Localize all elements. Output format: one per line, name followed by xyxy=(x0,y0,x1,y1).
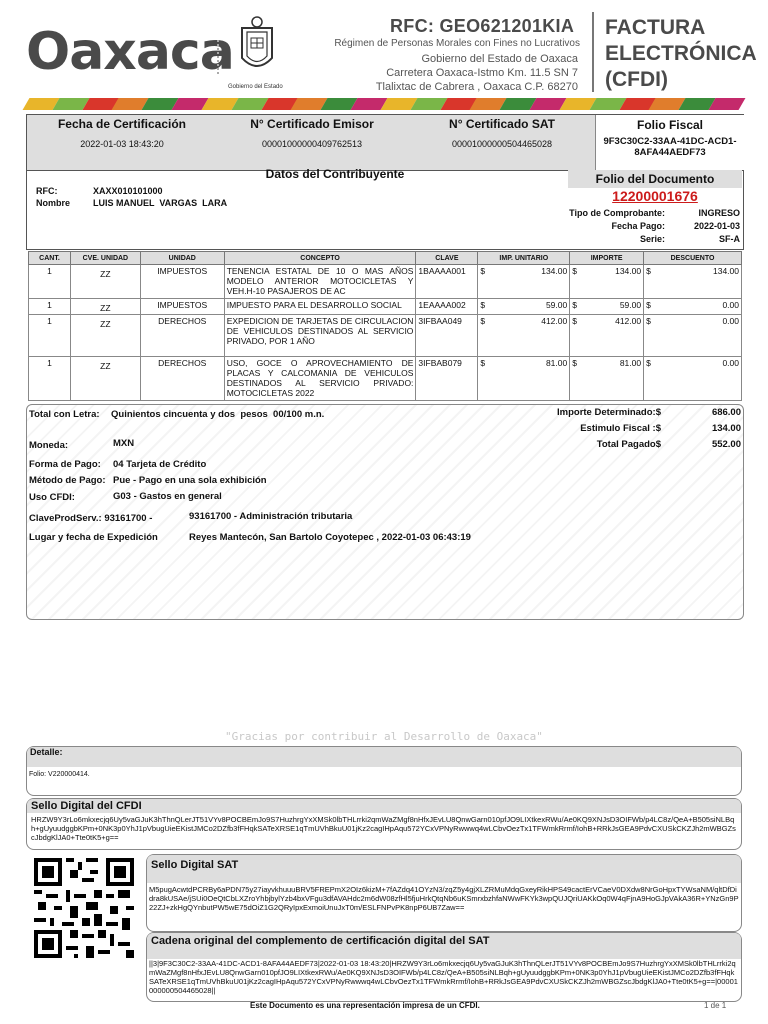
cell-cve: ZZ xyxy=(70,299,140,315)
col-header: IMPORTE xyxy=(570,252,644,265)
certification-box xyxy=(26,114,744,172)
cell-unidad: IMPUESTOS xyxy=(140,265,224,299)
uso-cfdi-label: Uso CFDI: xyxy=(29,492,75,503)
cell-unidad: DERECHOS xyxy=(140,357,224,401)
table-header-row xyxy=(29,252,742,265)
fecha-pago-value: 2022-01-03 xyxy=(693,221,740,231)
fecha-cert-label: Fecha de Certificación xyxy=(57,117,187,131)
metodo-pago-label: Método de Pago: xyxy=(29,475,106,486)
total-letra-value: Quinientos cincuenta y dos pesos 00/100 m.n. xyxy=(111,409,325,420)
cell-cve: ZZ xyxy=(70,315,140,357)
moneda-value: MXN xyxy=(113,438,135,449)
cell-unidad: DERECHOS xyxy=(140,315,224,357)
cell-concepto: EXPEDICION DE TARJETAS DE CIRCULACION DE VEHICULOS DESTINADOS AL SERVICIO PRIVADO, POR 1 AÑO xyxy=(224,315,416,357)
currency-sign: $ xyxy=(572,316,577,326)
value: 0.00 xyxy=(722,300,739,310)
fecha-pago-label: Fecha Pago: xyxy=(611,221,665,231)
thanks-message: "Gracias por contribuir al Desarrollo de Oaxaca" xyxy=(225,730,543,743)
cell-cve: ZZ xyxy=(70,357,140,401)
cadena-title: Cadena original del complemento de certificación digital del SAT xyxy=(147,933,741,959)
currency-sign: $ xyxy=(572,358,577,368)
cell-clave: 1EAAAA002 xyxy=(416,299,478,315)
table-row xyxy=(29,299,742,315)
detalle-title: Detalle: xyxy=(27,747,741,767)
cell-importe xyxy=(570,299,644,315)
cell-cant: 1 xyxy=(29,299,71,315)
cell-cant: 1 xyxy=(29,265,71,299)
currency-sign: $ xyxy=(480,266,486,276)
forma-pago-value: 04 Tarjeta de Crédito xyxy=(113,459,207,470)
folio-documento-value: 12200001676 xyxy=(612,188,698,204)
currency-sign: $ xyxy=(480,358,486,368)
sello-cfdi-panel xyxy=(26,798,742,850)
cell-cant: 1 xyxy=(29,357,71,401)
sello-sat-value: M5pugAcwtdPCRBy6aPDN75y27iayvkhuuuBRV5FREPmX2OIz6kizM+7fAZdq41OYzN3/zqZ5y4gjXLZRMuMdqGxeyRikHPS49cactErVCaeV0DXdw8NrGoHpxTYWsaNM/qltDfDidra8kUSAe/jSUi0OeQtCbLXZroYhbjbylYzb4bxVFgu3dfAVAHdc2m6dW08zfHl5fjuHrkQtqNb6uKSmrxbzhfaNWwFKYk3wpQUJQriUAKkOq0W4qFjnA9HoGJpVAkA36R+YNzGn9P22ZJ+zkHgQYnbutPW5wE75dOiZ1G2QRyIpxExmoiUnuJxT0m/ESLFNPvPK8npP6UB7Zaw== xyxy=(149,885,739,912)
cell-descuento xyxy=(644,265,742,299)
issuer-rfc: RFC: GEO621201KIA xyxy=(390,16,575,36)
address-line: Carretera Oaxaca-Istmo Km. 11.5 SN 7 xyxy=(386,67,578,79)
value: 59.00 xyxy=(545,300,568,310)
cell-cve: ZZ xyxy=(70,265,140,299)
summary-box xyxy=(26,404,744,620)
nombre-label: Nombre xyxy=(36,198,71,208)
total-pagado-value: 552.00 xyxy=(711,439,741,450)
lugar-fecha-value: Reyes Mantecón, San Bartolo Coyotepec , 2022-01-03 06:43:19 xyxy=(189,532,471,543)
logo-divider xyxy=(217,40,221,74)
seal-caption: Gobierno del Estado xyxy=(228,84,283,90)
cert-sat-label: N° Certificado SAT xyxy=(449,117,555,131)
total-letra-label: Total con Letra: xyxy=(29,409,100,420)
value: 134.00 xyxy=(713,266,739,276)
cadena-panel xyxy=(146,932,742,1002)
folio-fiscal-line1: 9F3C30C2-33AA-41DC-ACD1- xyxy=(603,136,737,147)
col-header: UNIDAD xyxy=(140,252,224,265)
cell-unitario xyxy=(478,315,570,357)
folio-fiscal-label: Folio Fiscal xyxy=(636,118,703,132)
fecha-cert-value: 2022-01-03 18:43:20 xyxy=(80,139,164,149)
col-header: CLAVE xyxy=(416,252,478,265)
cert-emisor-label: N° Certificado Emisor xyxy=(250,117,374,131)
serie-value: SF-A xyxy=(719,234,740,244)
col-header: CANT. xyxy=(29,252,71,265)
cell-importe xyxy=(570,357,644,401)
doc-title-line: (CFDI) xyxy=(605,68,668,91)
metodo-pago-value: Pue - Pago en una sola exhibición xyxy=(113,475,267,486)
cell-descuento xyxy=(644,357,742,401)
cadena-value: ||3|9F3C30C2-33AA-41DC-ACD1-8AFA44AEDF73|2022-01-03 18:43:20|HRZW9Y3rLo6mkxecjq6Uy5vaGJuK3hThnQLerJT51VYv8POCBEmJo9S7HuzhrgYxXMSk0lbTHLrrki2qmWaZMgf8nHfxJEvLU8QnwGarn010pfJO9LIXtkexRWu/Ae0KQ9XNJsD3OIFWb/p4LC8z/QeA+B505siNLBqh+gUyuudggbKPm+0NK3p0YhJ1pVbugUieEKistJMCo2DZfb3fFHqkSATeXRSE1qTmUVhBkuU01jKz2cagIHpAqu572YCxVPNyRwwwq4wLCbvOezTx1TFWmkRrmf/IohB+RRkJsGEA9PdvCXUSkCKZJh2mWBGZscJbdgKlJA0+Tte0tK5+g==|00001000000504465028|| xyxy=(149,959,738,995)
contributor-title: Datos del Contribuyente xyxy=(265,167,405,181)
tipo-comprobante-value: INGRESO xyxy=(698,208,740,218)
cell-concepto: IMPUESTO PARA EL DESARROLLO SOCIAL xyxy=(224,299,416,315)
cell-cant: 1 xyxy=(29,315,71,357)
importe-determinado-label: Importe Determinado:$ xyxy=(557,407,661,418)
value: 0.00 xyxy=(722,358,739,368)
oaxaca-logo: Oaxaca xyxy=(26,22,234,82)
detalle-text: Folio: V220000414. xyxy=(29,771,90,778)
stripe-segment xyxy=(709,98,746,110)
page-number: 1 de 1 xyxy=(704,1001,727,1010)
table-row xyxy=(29,315,742,357)
sello-sat-title: Sello Digital SAT xyxy=(147,855,741,883)
cert-emisor-value: 00001000000409762513 xyxy=(261,139,363,149)
cell-importe xyxy=(570,265,644,299)
total-pagado-label: Total Pagado$ xyxy=(596,439,661,450)
issuer-regimen: Régimen de Personas Morales con Fines no Lucrativos xyxy=(334,38,580,49)
rfc-value: XAXX010101000 xyxy=(93,186,163,196)
value: 412.00 xyxy=(615,316,642,326)
value: 81.00 xyxy=(619,358,642,368)
table-row xyxy=(29,357,742,401)
uso-cfdi-value: G03 - Gastos en general xyxy=(113,491,222,502)
cert-sat-value: 00001000000504465028 xyxy=(451,139,553,149)
cell-descuento xyxy=(644,299,742,315)
sello-sat-panel xyxy=(146,854,742,932)
state-seal-icon xyxy=(236,14,278,78)
clave-prod-label: ClaveProdServ.: 93161700 - xyxy=(29,513,153,524)
estimulo-fiscal-label: Estimulo Fiscal :$ xyxy=(580,423,661,434)
cell-unitario xyxy=(478,265,570,299)
moneda-label: Moneda: xyxy=(29,440,69,451)
cell-importe xyxy=(570,315,644,357)
cell-descuento xyxy=(644,315,742,357)
tipo-comprobante-label: Tipo de Comprobante: xyxy=(569,208,665,218)
lugar-fecha-label: Lugar y fecha de Expedición xyxy=(29,532,158,543)
currency-sign: $ xyxy=(646,300,651,310)
clave-prod-value: 93161700 - Administración tributaria xyxy=(189,511,353,522)
value: 134.00 xyxy=(541,266,568,276)
currency-sign: $ xyxy=(646,316,651,326)
sello-cfdi-title: Sello Digital del CFDI xyxy=(27,799,741,813)
col-header: CONCEPTO xyxy=(224,252,416,265)
footer-note: Este Documento es una representación impresa de un CFDI. xyxy=(250,1001,480,1010)
value: 81.00 xyxy=(545,358,568,368)
header-divider xyxy=(592,12,594,92)
estimulo-fiscal-value: 134.00 xyxy=(711,423,741,434)
cell-clave: 3IFBAB079 xyxy=(416,357,478,401)
cell-clave: 1BAAAA001 xyxy=(416,265,478,299)
col-header: IMP. UNITARIO xyxy=(478,252,570,265)
detalle-panel xyxy=(26,746,742,796)
folio-fiscal-line2: 8AFA44AEDF73 xyxy=(634,147,706,158)
currency-sign: $ xyxy=(572,300,577,310)
address-line: Tlalixtac de Cabrera , Oaxaca C.P. 68270 xyxy=(375,81,578,93)
cell-clave: 3IFBAA049 xyxy=(416,315,478,357)
doc-title-line: ELECTRÓNICA xyxy=(605,42,757,65)
currency-sign: $ xyxy=(646,358,651,368)
col-header: DESCUENTO xyxy=(644,252,742,265)
currency-sign: $ xyxy=(646,266,651,276)
items-table xyxy=(28,251,742,401)
rfc-label: RFC: xyxy=(36,186,58,196)
currency-sign: $ xyxy=(480,316,486,326)
value: 412.00 xyxy=(541,316,568,326)
color-stripe xyxy=(26,98,742,110)
qr-code-icon xyxy=(34,858,134,958)
value: 134.00 xyxy=(615,266,642,276)
cell-unidad: IMPUESTOS xyxy=(140,299,224,315)
cell-unitario xyxy=(478,299,570,315)
currency-sign: $ xyxy=(572,266,577,276)
address-line: Gobierno del Estado de Oaxaca xyxy=(421,53,578,65)
serie-label: Serie: xyxy=(639,234,665,244)
cell-concepto: TENENCIA ESTATAL DE 10 O MAS AÑOS MODELO ANTERIOR MOTOCICLETAS Y VEH.H-10 PASAJEROS DE AC xyxy=(224,265,416,299)
folio-documento-label: Folio del Documento xyxy=(568,170,742,188)
cell-unitario xyxy=(478,357,570,401)
table-row xyxy=(29,265,742,299)
sello-cfdi-value: HRZW9Y3rLo6mkxecjq6Uy5vaGJuK3hThnQLerJT51VYv8POCBEmJo9S7HuzhrgYxXMSk0lbTHLrrki2qmWaZMgf8nHfxJEvLU8QnwGarn010pfJO9LIXtkexRWu/Ae0KQ9XNJsD3OIFWb/p4LC8z/QeA+B505siNLBqh+gUyuudggbKPm+0NK3p0YhJ1pVbugUieEKistJMCo2DZfb3fFHqkSATeXRSE1qTmUVhBkuU01jKz2cagIHpAqu572YCxVPNyRwwwq4wLCbvOezTx1TFWmkRrmf/IohB+RRkJsGEA9PdvCXUSkCKZJh2mWBGZscJbdgKlJA0+Tte0tK5+g== xyxy=(31,815,736,842)
cell-concepto: USO, GOCE O APROVECHAMIENTO DE PLACAS Y CALCOMANIA DE VEHICULOS DESTINADOS AL SERVICIO PRIVADO: MOTOCICLETAS 2022 xyxy=(224,357,416,401)
value: 0.00 xyxy=(722,316,739,326)
doc-title-line: FACTURA xyxy=(605,16,706,39)
value: 59.00 xyxy=(619,300,642,310)
importe-determinado-value: 686.00 xyxy=(711,407,741,418)
currency-sign: $ xyxy=(480,300,486,310)
forma-pago-label: Forma de Pago: xyxy=(29,459,101,470)
nombre-value: LUIS MANUEL VARGAS LARA xyxy=(93,198,228,208)
col-header: CVE. UNIDAD xyxy=(70,252,140,265)
